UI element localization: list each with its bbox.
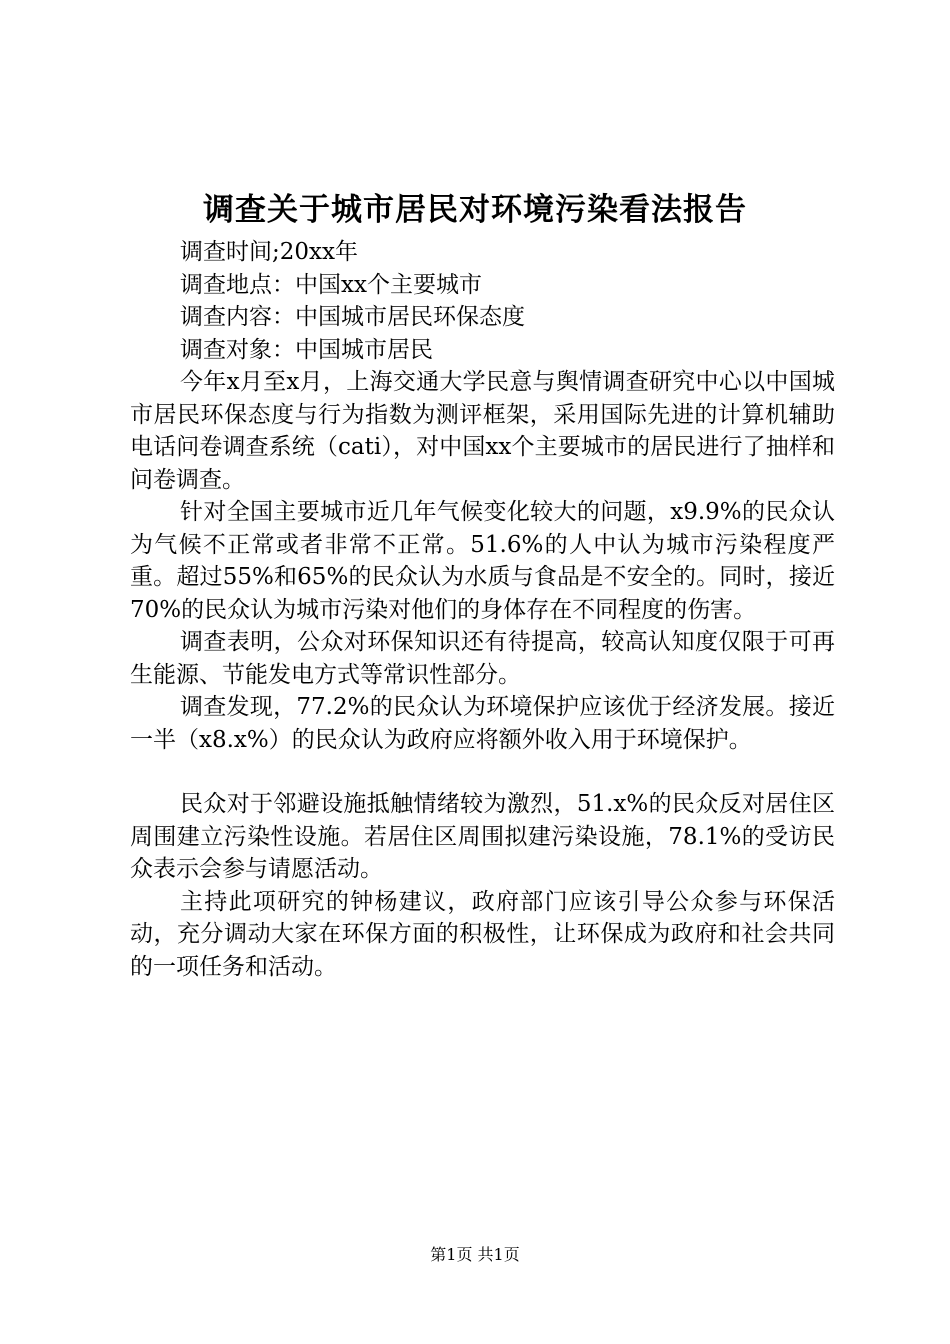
paragraph-knowledge: 调查表明，公众对环保知识还有待提高，较高认知度仅限于可再生能源、节能发电方式等常识性部分。	[130, 629, 835, 688]
document-body	[130, 236, 835, 983]
paragraph-nimby: 民众对于邻避设施抵触情绪较为激烈，51.x%的民众反对居住区周围建立污染性设施。若居住区周围拟建污染设施，78.1%的受访民众表示会参与请愿活动。	[130, 791, 835, 882]
survey-content: 调查内容：中国城市居民环保态度	[180, 304, 525, 330]
survey-subject: 调查对象：中国城市居民	[180, 336, 433, 363]
paragraph-climate: 针对全国主要城市近几年气候变化较大的问题，x9.9%的民众认为气候不正常或者非常不正常。51.6%的人中认为城市污染程度严重。超过55%和65%的民众认为水质与食品是不安全的。同时，接近70%的民众认为城市污染对他们的身体存在不同程度的伤害。	[130, 499, 835, 623]
survey-time: 调查时间;20xx年	[180, 239, 358, 265]
paragraph-economy: 调查发现，77.2%的民众认为环境保护应该优于经济发展。接近一半（x8.x%）的民众认为政府应将额外收入用于环境保护。	[130, 694, 835, 753]
paragraph-intro: 今年x月至x月，上海交通大学民意与舆情调查研究中心以中国城市居民环保态度与行为指数为测评框架，采用国际先进的计算机辅助电话问卷调查系统（cati），对中国xx个主要城市的居民进行了抽样和问卷调查。	[130, 369, 835, 493]
paragraph-recommendation: 主持此项研究的钟杨建议，政府部门应该引导公众参与环保活动，充分调动大家在环保方面的积极性，让环保成为政府和社会共同的一项任务和活动。	[130, 888, 835, 980]
document-title: 调查关于城市居民对环境污染看法报告	[203, 192, 747, 228]
survey-location: 调查地点：中国xx个主要城市	[180, 271, 482, 298]
page-number-footer: 第1页 共1页	[430, 1245, 520, 1264]
